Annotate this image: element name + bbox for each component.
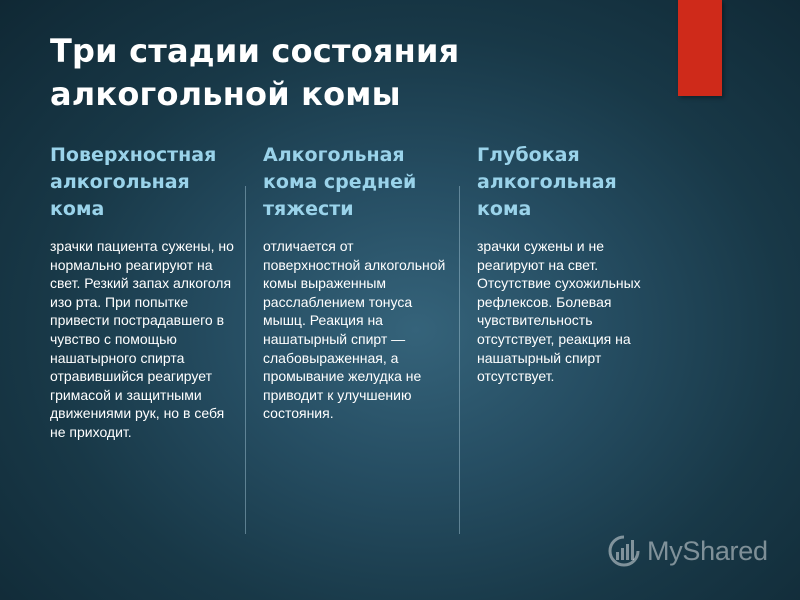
column-text: отличается от поверхностной алкогольной комы выраженным расслаблением тонуса мышц. Реакция на нашатырный спирт — слабовыраженная, а промывание желудка не приводит к улучшению состояния.	[263, 238, 446, 422]
column-heading: Алкогольная кома средней тяжести	[263, 144, 417, 220]
column-divider	[245, 186, 246, 534]
myshared-logo-icon	[607, 534, 641, 568]
column-text: зрачки сужены и не реагируют на свет. Отсутствие сухожильных рефлексов. Болевая чувствительность отсутствует, реакция на нашатырный спирт отсутствует.	[477, 238, 641, 385]
red-accent-bar	[678, 0, 722, 96]
column-heading: Поверхностная алкогольная кома	[50, 144, 217, 220]
column-heading: Глубокая алкогольная кома	[477, 144, 617, 220]
stage-column-deep	[477, 142, 667, 386]
watermark-text: MyShared	[647, 535, 768, 566]
myshared-watermark	[607, 534, 768, 568]
slide-title: Три стадии состояния алкогольной комы	[50, 32, 460, 113]
column-divider	[459, 186, 460, 534]
stage-column-moderate	[263, 142, 453, 423]
column-text: зрачки пациента сужены, но нормально реагируют на свет. Резкий запах алкоголя изо рта. При попытке привести пострадавшего в чувство с помощью нашатырного спирта отравившийся реагирует гримасой и защитными движениями рук, но в себя не приходит.	[50, 238, 234, 440]
stage-column-superficial	[50, 142, 240, 442]
